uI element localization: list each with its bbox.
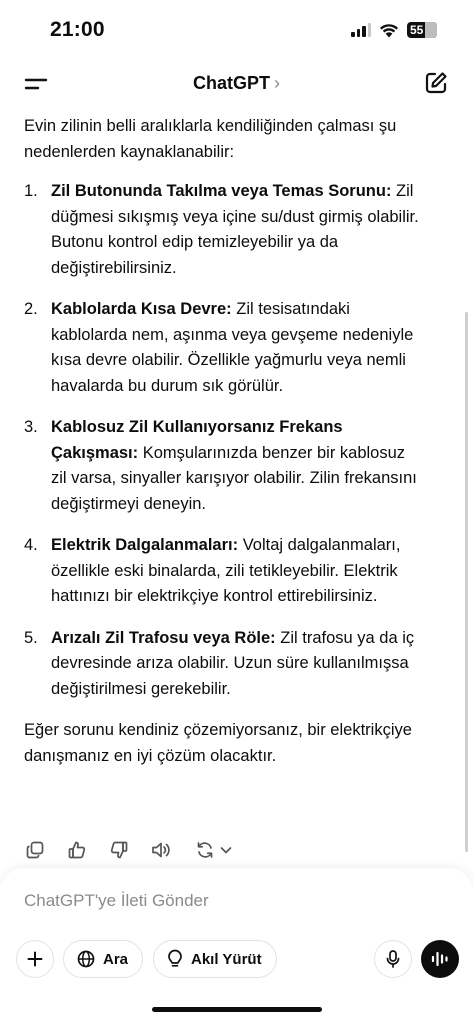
edit-icon	[423, 70, 449, 96]
thumbs-down-icon	[109, 840, 129, 860]
wifi-icon	[379, 23, 399, 38]
top-nav	[0, 64, 473, 104]
lightbulb-icon	[166, 949, 184, 969]
list-item-number: 1.	[24, 182, 38, 200]
list-item	[24, 297, 424, 399]
status-time: 21:00	[50, 18, 105, 41]
cause-list	[24, 179, 424, 702]
status-icons	[351, 22, 437, 38]
list-item	[24, 179, 424, 281]
list-item-title: Kablolarda Kısa Devre:	[51, 300, 232, 318]
chevron-down-icon	[219, 843, 233, 857]
voice-mode-button[interactable]	[421, 940, 459, 978]
speaker-icon	[150, 840, 172, 860]
globe-icon	[76, 949, 96, 969]
battery-level: 55	[410, 23, 424, 37]
list-item-text: Voltaj dalgalanmaları, özellikle eski binalarda, zili tetikleyebilir. Elektrik hattınızı bir elektrikçiye kontrol ettirebilirsiniz.	[51, 536, 401, 605]
composer-toolbar	[16, 940, 459, 978]
model-selector[interactable]	[0, 73, 473, 94]
list-item	[24, 626, 424, 703]
list-item-text: Zil düğmesi sıkışmış veya içine su/dust girmiş olabilir. Butonu kontrol edip temizleyebilir ya da değiştirebilirsiniz.	[51, 182, 419, 277]
new-chat-button[interactable]	[423, 70, 449, 96]
message-outro: Eğer sorunu kendiniz çözemiyorsanız, bir elektrikçiye danışmanız en iyi çözüm olacaktır.	[24, 721, 412, 765]
voice-wave-icon	[430, 950, 450, 968]
good-response-button[interactable]	[66, 839, 88, 861]
thumbs-up-icon	[67, 840, 87, 860]
search-button-label: Ara	[103, 950, 129, 968]
list-item-text: Zil tesisatındaki kablolarda nem, aşınma veya gevşeme nedeniyle kısa devre olabilir. Özellikle yağmurlu veya nemli havalarda bu durum sık görülür.	[51, 300, 414, 395]
list-item-title: Zil Butonunda Takılma veya Temas Sorunu:	[51, 182, 392, 200]
cellular-signal-icon	[351, 23, 371, 37]
list-item-number: 5.	[24, 628, 38, 647]
list-item	[24, 415, 424, 517]
list-item-number: 3.	[24, 418, 38, 436]
battery-indicator	[407, 22, 437, 38]
copy-button[interactable]	[24, 839, 46, 861]
list-item-text: Zil trafosu ya da iç devresinde arıza olabilir. Uzun süre kullanılmışsa değiştirilmesi gerekebilir.	[51, 628, 415, 698]
page-title: ChatGPT	[192, 73, 270, 93]
composer	[0, 868, 473, 1024]
chevron-right-icon: ›	[274, 73, 280, 93]
list-item-title: Elektrik Dalgalanmaları:	[51, 536, 239, 554]
list-item-title: Kablosuz Zil Kullanıyorsanız Frekans Çakışması:	[51, 418, 343, 462]
scrollbar[interactable]	[465, 312, 468, 852]
message-input[interactable]	[24, 888, 444, 914]
search-button[interactable]	[63, 940, 143, 978]
message-actions	[24, 838, 236, 862]
reason-button[interactable]	[153, 940, 277, 978]
assistant-message	[24, 114, 424, 769]
microphone-icon	[385, 949, 401, 969]
reason-button-label: Akıl Yürüt	[191, 950, 262, 968]
message-intro: Evin zilinin belli aralıklarla kendiliğinden çalması şu nedenlerden kaynaklanabilir:	[24, 117, 397, 161]
list-item-number: 4.	[24, 536, 38, 554]
list-item-number: 2.	[24, 300, 38, 318]
list-item	[24, 533, 424, 610]
read-aloud-button[interactable]	[150, 839, 172, 861]
bad-response-button[interactable]	[108, 839, 130, 861]
attach-button[interactable]	[16, 940, 54, 978]
regenerate-button[interactable]	[192, 839, 236, 861]
home-indicator	[152, 1007, 322, 1012]
dictate-button[interactable]	[374, 940, 412, 978]
list-item-text: Komşularınızda benzer bir kablosuz zil varsa, sinyaller karışıyor olabilir. Zilin frekansını değiştirmeyi deneyin.	[51, 443, 417, 513]
plus-icon	[26, 950, 44, 968]
copy-icon	[25, 840, 45, 860]
status-bar	[0, 0, 473, 64]
list-item-title: Arızalı Zil Trafosu veya Röle:	[51, 628, 276, 647]
regenerate-icon	[195, 840, 215, 860]
